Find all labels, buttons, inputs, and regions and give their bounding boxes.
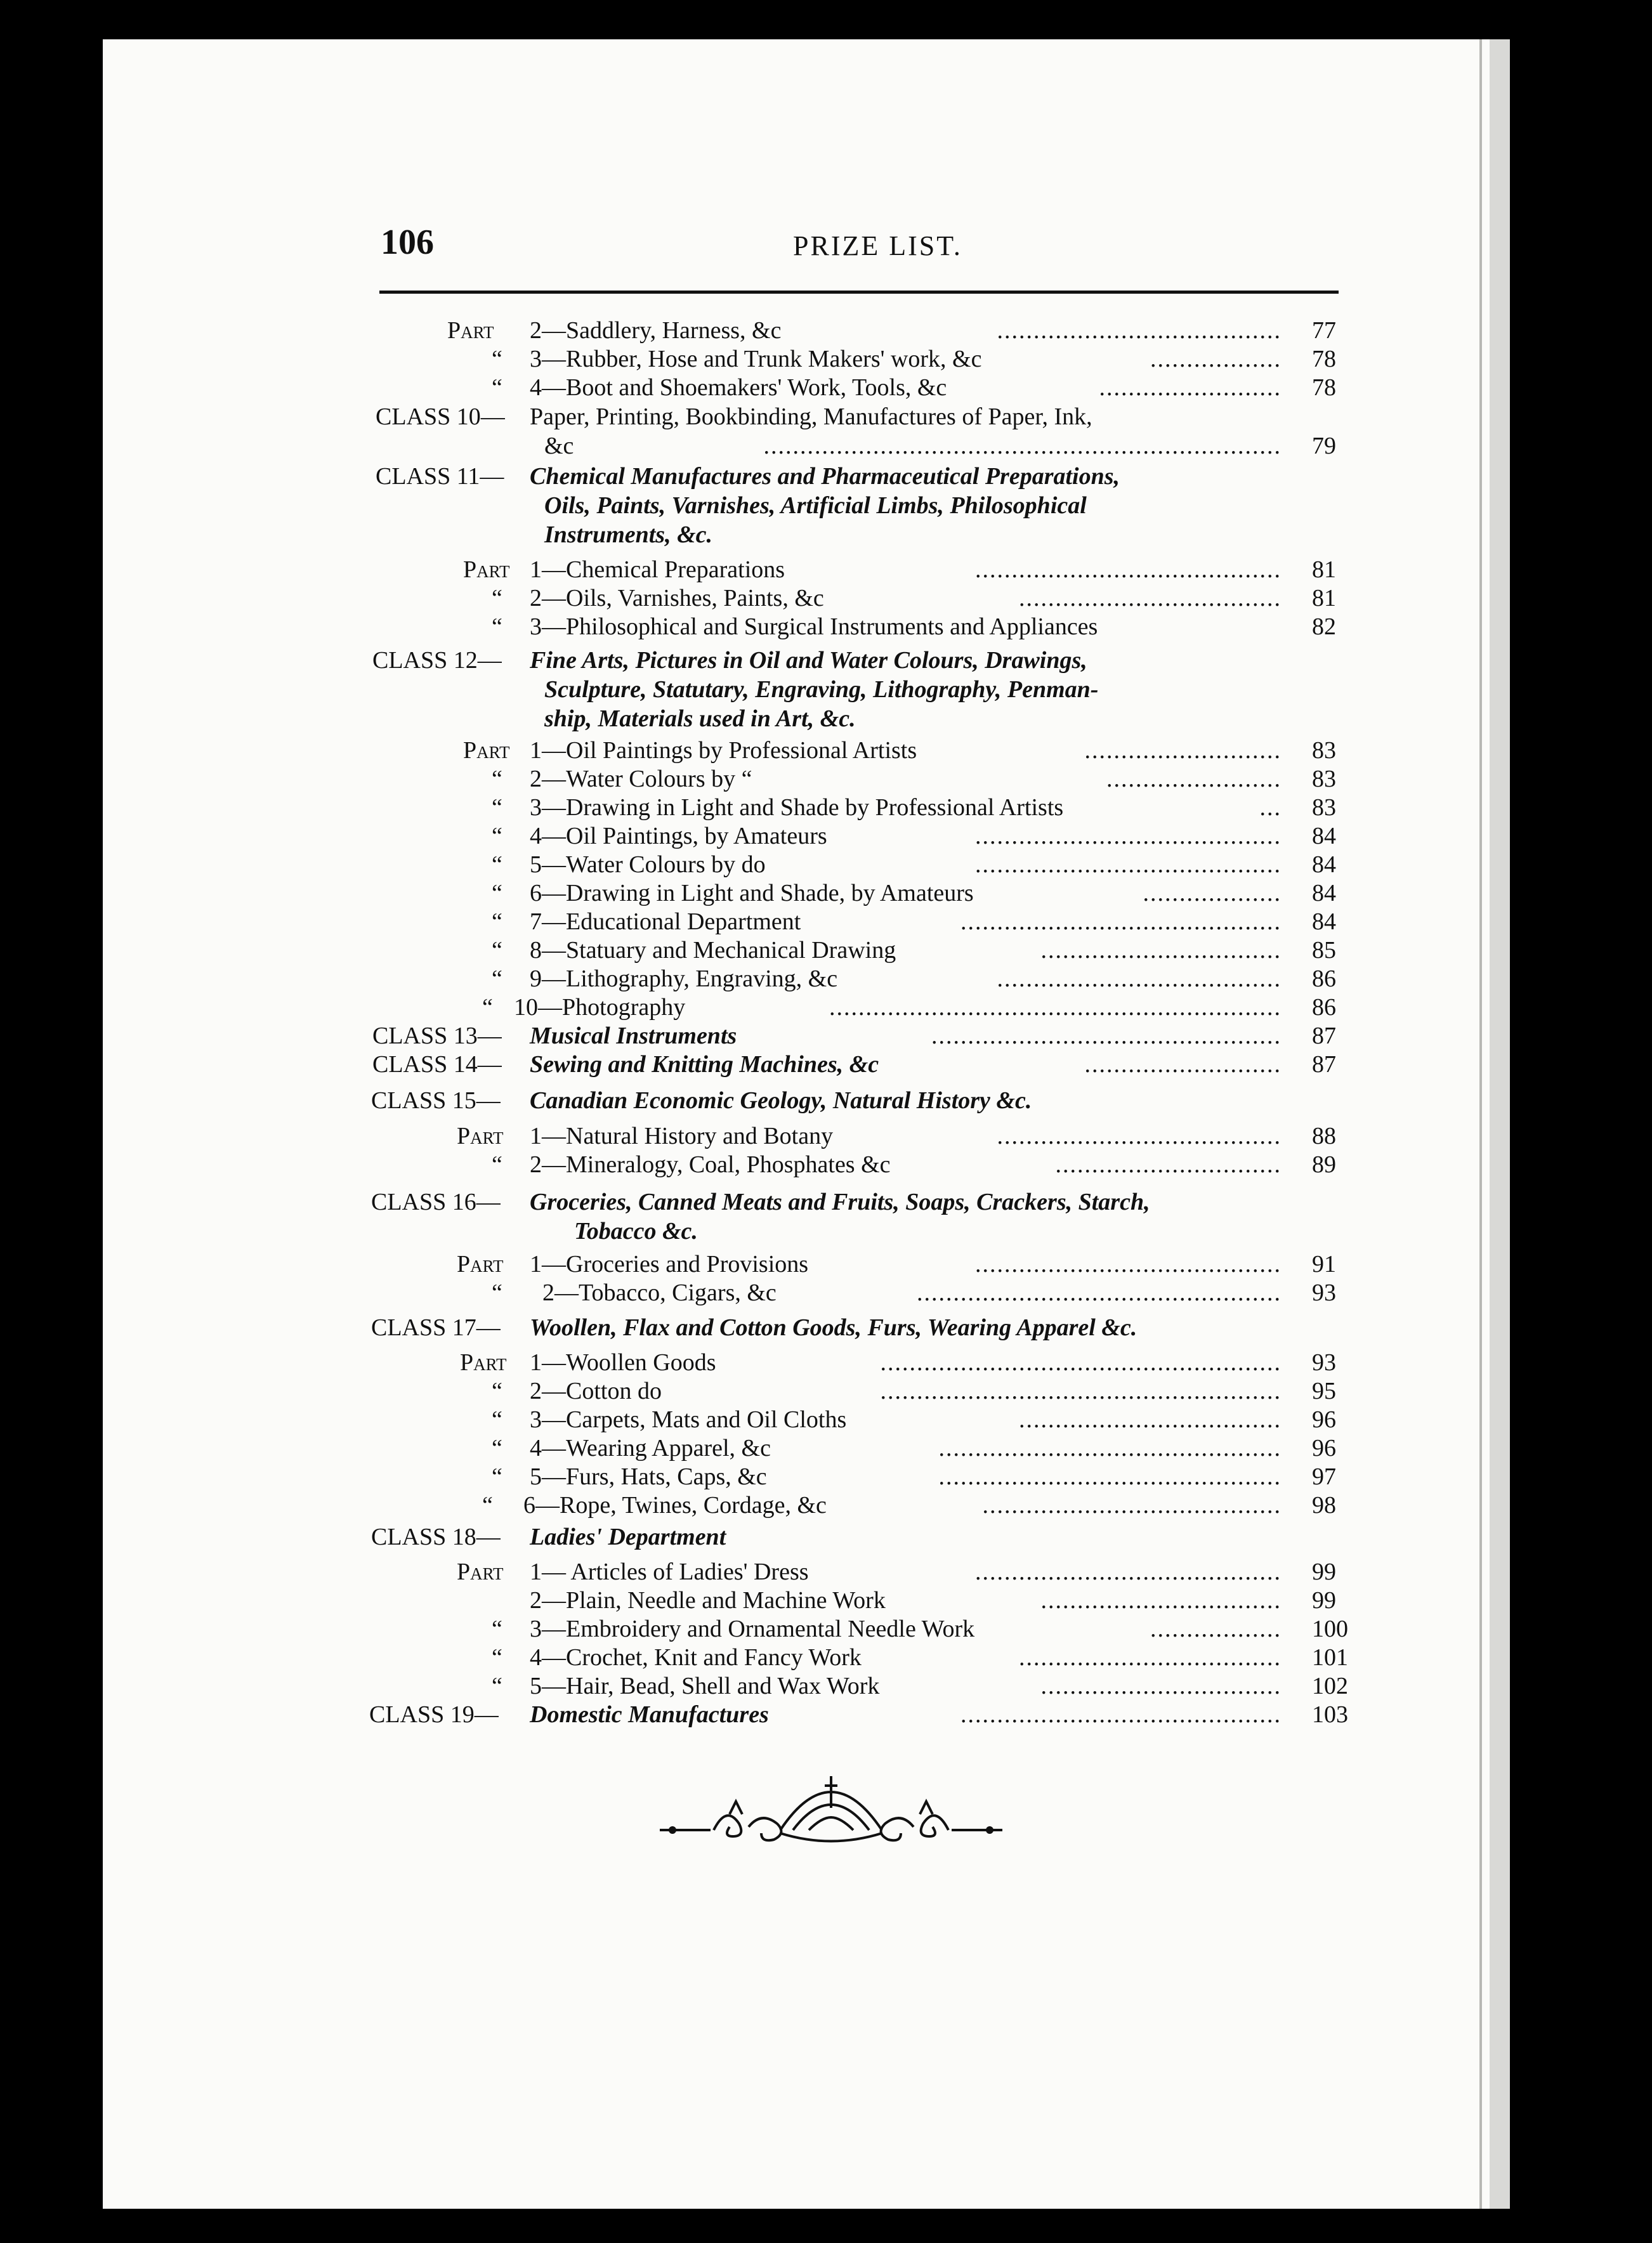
page-ref: 82 — [1312, 613, 1336, 640]
entry-label: CLASS 18— — [371, 1524, 501, 1550]
entry-label: “ — [492, 346, 502, 372]
page-ref: 91 — [1312, 1251, 1336, 1278]
entry-title: Sewing and Knitting Machines, &c — [530, 1051, 879, 1078]
entry-label: Part — [463, 556, 510, 583]
entry-label: “ — [482, 994, 493, 1021]
page-ref: 97 — [1312, 1463, 1336, 1490]
entry-title: 1—Groceries and Provisions — [530, 1251, 809, 1278]
dot-leader: ................... — [1143, 880, 1282, 906]
entry-label: “ — [492, 613, 502, 640]
dot-leader: ........................ — [1106, 766, 1282, 792]
dot-leader: ........................... — [1084, 737, 1282, 764]
entry-title: Chemical Manufactures and Pharmaceutical Preparations, — [530, 463, 1120, 490]
entry-label: Part — [463, 737, 510, 764]
entry-title: Musical Instruments — [530, 1023, 737, 1049]
entry-title: &c — [544, 433, 574, 459]
dot-leader: ....................................... — [997, 965, 1282, 992]
page-ref: 96 — [1312, 1406, 1336, 1433]
dot-leader: ............................................ — [960, 908, 1282, 935]
entry-title: Woollen, Flax and Cotton Goods, Furs, Wearing Apparel &c. — [530, 1314, 1137, 1341]
entry-label: “ — [492, 1151, 502, 1178]
entry-label: CLASS 12— — [372, 647, 502, 674]
entry-label: CLASS 10— — [376, 403, 505, 430]
entry-title: 2—Oils, Varnishes, Paints, &c — [530, 585, 824, 611]
entry-title: Sculpture, Statutary, Engraving, Lithography, Penman- — [544, 676, 1099, 703]
entry-title: 1—Woollen Goods — [530, 1349, 716, 1376]
page-ref: 86 — [1312, 965, 1336, 992]
entry-label: CLASS 13— — [372, 1023, 502, 1049]
entry-title: 2—Tobacco, Cigars, &c — [542, 1279, 777, 1306]
page-ref: 93 — [1312, 1349, 1336, 1376]
page-ref: 95 — [1312, 1378, 1336, 1404]
entry-label: “ — [492, 851, 502, 878]
dot-leader: .......................................... — [975, 851, 1282, 878]
entry-title: 1— Articles of Ladies' Dress — [530, 1559, 809, 1585]
dot-leader: .................................... — [1019, 1644, 1282, 1671]
entry-title: 6—Drawing in Light and Shade, by Amateurs — [530, 880, 974, 906]
entry-label: “ — [492, 766, 502, 792]
page-ref: 87 — [1312, 1051, 1336, 1078]
page-ref: 84 — [1312, 851, 1336, 878]
entry-title: 4—Oil Paintings, by Amateurs — [530, 823, 827, 849]
page-ref: 83 — [1312, 794, 1336, 821]
entry-title: 3—Philosophical and Surgical Instruments and Appliances — [530, 613, 1098, 640]
dot-leader: ......................................... — [982, 1492, 1282, 1519]
entry-label: “ — [492, 965, 502, 992]
entry-label: “ — [492, 1616, 502, 1642]
dot-leader: .......................................... — [975, 1559, 1282, 1585]
dot-leader: .................. — [1150, 1616, 1282, 1642]
dot-leader: ......................... — [1099, 374, 1282, 401]
dot-leader: ................................. — [1040, 937, 1282, 964]
dot-leader: ................................. — [1040, 1587, 1282, 1614]
dot-leader: .................. — [1150, 346, 1282, 372]
entry-label: “ — [492, 1463, 502, 1490]
entry-title: 4—Boot and Shoemakers' Work, Tools, &c — [530, 374, 947, 401]
page-ref: 84 — [1312, 823, 1336, 849]
entry-title: 1—Chemical Preparations — [530, 556, 785, 583]
entry-title: 6—Rope, Twines, Cordage, &c — [523, 1492, 827, 1519]
entry-label: “ — [492, 794, 502, 821]
entry-title: Oils, Paints, Varnishes, Artificial Limbs, Philosophical — [544, 492, 1087, 519]
dot-leader: .......................................... — [975, 556, 1282, 583]
page-shadow — [1490, 39, 1510, 2209]
ornament-icon — [653, 1770, 1009, 1852]
entry-title: Ladies' Department — [530, 1524, 726, 1550]
page-ref: 93 — [1312, 1279, 1336, 1306]
entry-label: “ — [492, 1279, 502, 1306]
page-ref: 87 — [1312, 1023, 1336, 1049]
dot-leader: .......................................... — [975, 823, 1282, 849]
entry-label: CLASS 17— — [371, 1314, 501, 1341]
page-ref: 102 — [1312, 1673, 1348, 1699]
page-ref: 99 — [1312, 1587, 1336, 1614]
entry-title: 1—Oil Paintings by Professional Artists — [530, 737, 917, 764]
dot-leader: .................................................. — [917, 1279, 1282, 1306]
dot-leader: ........................... — [1084, 1051, 1282, 1078]
page-ref: 86 — [1312, 994, 1336, 1021]
entry-label: Part — [457, 1251, 504, 1278]
dot-leader: ....................................... — [997, 317, 1282, 344]
page-ref: 88 — [1312, 1123, 1336, 1149]
dot-leader: ................................. — [1040, 1673, 1282, 1699]
dot-leader: ............................................... — [938, 1435, 1282, 1462]
page-ref: 103 — [1312, 1701, 1348, 1728]
page-ref: 83 — [1312, 737, 1336, 764]
entry-label: CLASS 11— — [376, 463, 504, 490]
page-ref: 89 — [1312, 1151, 1336, 1178]
dot-leader: ................................................ — [931, 1023, 1282, 1049]
entry-title: Fine Arts, Pictures in Oil and Water Colours, Drawings, — [530, 647, 1087, 674]
entry-title: 2—Water Colours by “ — [530, 766, 752, 792]
entry-title: Domestic Manufactures — [530, 1701, 769, 1728]
header-rule — [379, 291, 1339, 294]
entry-title: Instruments, &c. — [544, 521, 713, 548]
page-ref: 77 — [1312, 317, 1336, 344]
entry-title: 5—Hair, Bead, Shell and Wax Work — [530, 1673, 880, 1699]
entry-title: 9—Lithography, Engraving, &c — [530, 965, 838, 992]
entry-label: “ — [492, 908, 502, 935]
page-ref: 81 — [1312, 585, 1336, 611]
dot-leader: ............................................ — [960, 1701, 1282, 1728]
page-ref: 84 — [1312, 880, 1336, 906]
entry-title: 4—Crochet, Knit and Fancy Work — [530, 1644, 862, 1671]
entry-title: 2—Plain, Needle and Machine Work — [530, 1587, 886, 1614]
page-ref: 78 — [1312, 374, 1336, 401]
page-ref: 96 — [1312, 1435, 1336, 1462]
dot-leader: ... — [1259, 794, 1282, 821]
entry-label: “ — [492, 1435, 502, 1462]
page-ref: 85 — [1312, 937, 1336, 964]
entry-title: Groceries, Canned Meats and Fruits, Soaps, Crackers, Starch, — [530, 1189, 1150, 1215]
running-title: PRIZE LIST. — [793, 230, 962, 261]
entry-label: CLASS 15— — [371, 1087, 501, 1114]
page-ref: 81 — [1312, 556, 1336, 583]
dot-leader: .......................................... — [975, 1251, 1282, 1278]
entry-label: “ — [492, 585, 502, 611]
page-ref: 100 — [1312, 1616, 1348, 1642]
dot-leader: ....................................... — [997, 1123, 1282, 1149]
entry-title: 5—Furs, Hats, Caps, &c — [530, 1463, 767, 1490]
page-ref: 79 — [1312, 433, 1336, 459]
dot-leader: ....................................................... — [880, 1378, 1282, 1404]
dot-leader: ....................................................................... — [763, 433, 1282, 459]
entry-label: “ — [492, 374, 502, 401]
entry-title: 3—Drawing in Light and Shade by Professional Artists — [530, 794, 1064, 821]
entry-label: “ — [482, 1492, 493, 1519]
page-ref: 98 — [1312, 1492, 1336, 1519]
entry-label: Part — [460, 1349, 507, 1376]
entry-title: 5—Water Colours by do — [530, 851, 766, 878]
entry-title: 3—Rubber, Hose and Trunk Makers' work, &c — [530, 346, 982, 372]
entry-title: ship, Materials used in Art, &c. — [544, 705, 856, 732]
entry-label: Part — [457, 1123, 504, 1149]
entry-label: “ — [492, 1644, 502, 1671]
dot-leader: .................................... — [1019, 1406, 1282, 1433]
page-ref: 78 — [1312, 346, 1336, 372]
entry-label: CLASS 14— — [372, 1051, 502, 1078]
entry-title: 3—Embroidery and Ornamental Needle Work — [530, 1616, 975, 1642]
dot-leader: ............................... — [1055, 1151, 1282, 1178]
entry-title: 10—Photography — [514, 994, 686, 1021]
page-ref: 84 — [1312, 908, 1336, 935]
page-edge — [1479, 39, 1482, 2209]
entry-label: “ — [492, 1378, 502, 1404]
entry-title: Paper, Printing, Bookbinding, Manufactures of Paper, Ink, — [530, 403, 1092, 430]
entry-title: 2—Saddlery, Harness, &c — [530, 317, 782, 344]
entry-label: “ — [492, 937, 502, 964]
entry-label: “ — [492, 880, 502, 906]
entry-label: CLASS 16— — [371, 1189, 501, 1215]
page-ref: 99 — [1312, 1559, 1336, 1585]
entry-title: Canadian Economic Geology, Natural History &c. — [530, 1087, 1032, 1114]
entry-title: 8—Statuary and Mechanical Drawing — [530, 937, 896, 964]
entry-title: 7—Educational Department — [530, 908, 801, 935]
page-ref: 101 — [1312, 1644, 1348, 1671]
entry-title: 3—Carpets, Mats and Oil Cloths — [530, 1406, 847, 1433]
dot-leader: .................................... — [1019, 585, 1282, 611]
entry-label: “ — [492, 823, 502, 849]
entry-label: Part — [457, 1559, 504, 1585]
entry-title: 2—Cotton do — [530, 1378, 662, 1404]
entry-title: Tobacco &c. — [574, 1218, 698, 1245]
entry-title: 1—Natural History and Botany — [530, 1123, 834, 1149]
dot-leader: .............................................................. — [829, 994, 1282, 1021]
entry-label: CLASS 19— — [369, 1701, 499, 1728]
entry-title: 4—Wearing Apparel, &c — [530, 1435, 771, 1462]
entry-label: “ — [492, 1673, 502, 1699]
dot-leader: ............................................... — [938, 1463, 1282, 1490]
page-ref: 83 — [1312, 766, 1336, 792]
entry-label: Part — [447, 317, 494, 344]
entry-label: “ — [492, 1406, 502, 1433]
page-number: 106 — [381, 223, 434, 262]
entry-title: 2—Mineralogy, Coal, Phosphates &c — [530, 1151, 891, 1178]
dot-leader: ....................................................... — [880, 1349, 1282, 1376]
